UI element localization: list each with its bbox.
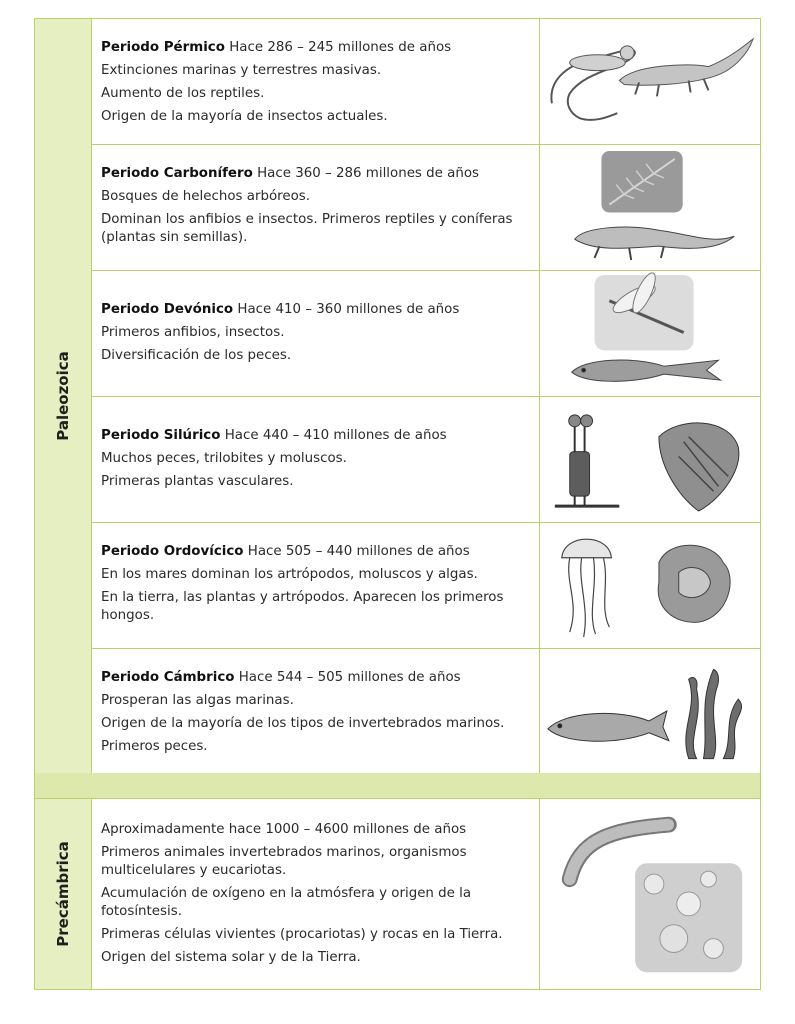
period-row-permico	[91, 19, 760, 145]
period-line: Primeros peces.	[101, 739, 208, 754]
period-line: Diversificación de los peces.	[101, 348, 292, 363]
period-name: Periodo Devónico	[101, 302, 234, 317]
period-line: Primeros anfibios, insectos.	[101, 325, 285, 340]
period-illustration	[540, 145, 760, 270]
period-text	[91, 523, 540, 648]
precambrica-line: Origen del sistema solar y de la Tierra.	[101, 950, 361, 965]
period-range: Hace 544 – 505 millones de años	[238, 670, 461, 685]
period-text	[91, 397, 540, 522]
cells-icon	[635, 863, 742, 972]
period-line: Aumento de los reptiles.	[101, 86, 265, 101]
period-name: Periodo Carbonífero	[101, 166, 253, 181]
precambrica-section	[34, 798, 761, 990]
period-row-ordovicico	[91, 523, 760, 649]
paleozoica-section	[34, 18, 761, 774]
dragonfly-icon	[595, 271, 694, 350]
period-name: Periodo Silúrico	[101, 428, 221, 443]
era-title: Precámbrica	[54, 841, 72, 947]
period-line: Origen de la mayoría de los tipos de invertebrados marinos.	[101, 716, 505, 731]
period-line: Extinciones marinas y terrestres masivas.	[101, 63, 382, 78]
period-name: Periodo Cámbrico	[101, 670, 235, 685]
precambrica-line: Primeras células vivientes (procariotas) y rocas en la Tierra.	[101, 927, 503, 942]
section-separator	[34, 773, 761, 798]
precambrica-text	[91, 799, 540, 989]
period-illustration	[540, 271, 760, 396]
period-range: Hace 410 – 360 millones de años	[237, 302, 460, 317]
period-illustration	[540, 649, 760, 775]
seaweed-icon	[686, 669, 742, 758]
fern-fossil-icon	[601, 151, 682, 212]
reptile-icon	[619, 39, 753, 96]
era-label-paleozoica	[35, 19, 92, 773]
period-name: Periodo Pérmico	[101, 40, 225, 55]
precambrica-line: Aproximadamente hace 1000 – 4600 millones de años	[101, 822, 467, 837]
period-range: Hace 286 – 245 millones de años	[229, 40, 452, 55]
period-illustration	[540, 523, 760, 648]
jellyfish-icon	[562, 539, 612, 637]
period-row-devonico	[91, 271, 760, 397]
period-line: Bosques de helechos arbóreos.	[101, 189, 311, 204]
precambrica-row	[91, 799, 760, 989]
period-range: Hace 360 – 286 millones de años	[257, 166, 480, 181]
period-row-carbonifero	[91, 145, 760, 271]
period-row-cambrico	[91, 649, 760, 775]
trilobite-icon	[659, 423, 739, 511]
precambrica-line: Primeros animales invertebrados marinos, organismos multicelulares y eucariotas.	[101, 845, 467, 878]
fungus-icon	[658, 545, 730, 622]
period-line: Primeras plantas vasculares.	[101, 474, 294, 489]
fish-icon	[548, 711, 669, 741]
period-text	[91, 19, 540, 144]
period-row-silurico	[91, 397, 760, 523]
period-line: En los mares dominan los artrópodos, moluscos y algas.	[101, 567, 478, 582]
precambrica-illustration	[540, 799, 760, 989]
period-name: Periodo Ordovícico	[101, 544, 244, 559]
period-range: Hace 505 – 440 millones de años	[247, 544, 470, 559]
period-line: Muchos peces, trilobites y moluscos.	[101, 451, 347, 466]
era-label-precambrica	[35, 799, 92, 989]
fish-icon	[572, 360, 721, 381]
era-title: Paleozoica	[54, 351, 72, 441]
vascular-plant-icon	[555, 415, 619, 506]
precambrica-line: Acumulación de oxígeno en la atmósfera y origen de la fotosíntesis.	[101, 886, 472, 919]
period-line: Dominan los anfibios e insectos. Primeros reptiles y coníferas (plantas sin semillas).	[101, 212, 513, 245]
period-text	[91, 145, 540, 270]
period-text	[91, 649, 540, 775]
period-illustration	[540, 397, 760, 522]
period-illustration	[540, 19, 760, 144]
period-line: Origen de la mayoría de insectos actuales.	[101, 109, 388, 124]
period-text	[91, 271, 540, 396]
period-line: En la tierra, las plantas y artrópodos. Aparecen los primeros hongos.	[101, 590, 504, 623]
amphibian-icon	[575, 227, 735, 260]
period-range: Hace 440 – 410 millones de años	[224, 428, 447, 443]
period-line: Prosperan las algas marinas.	[101, 693, 294, 708]
